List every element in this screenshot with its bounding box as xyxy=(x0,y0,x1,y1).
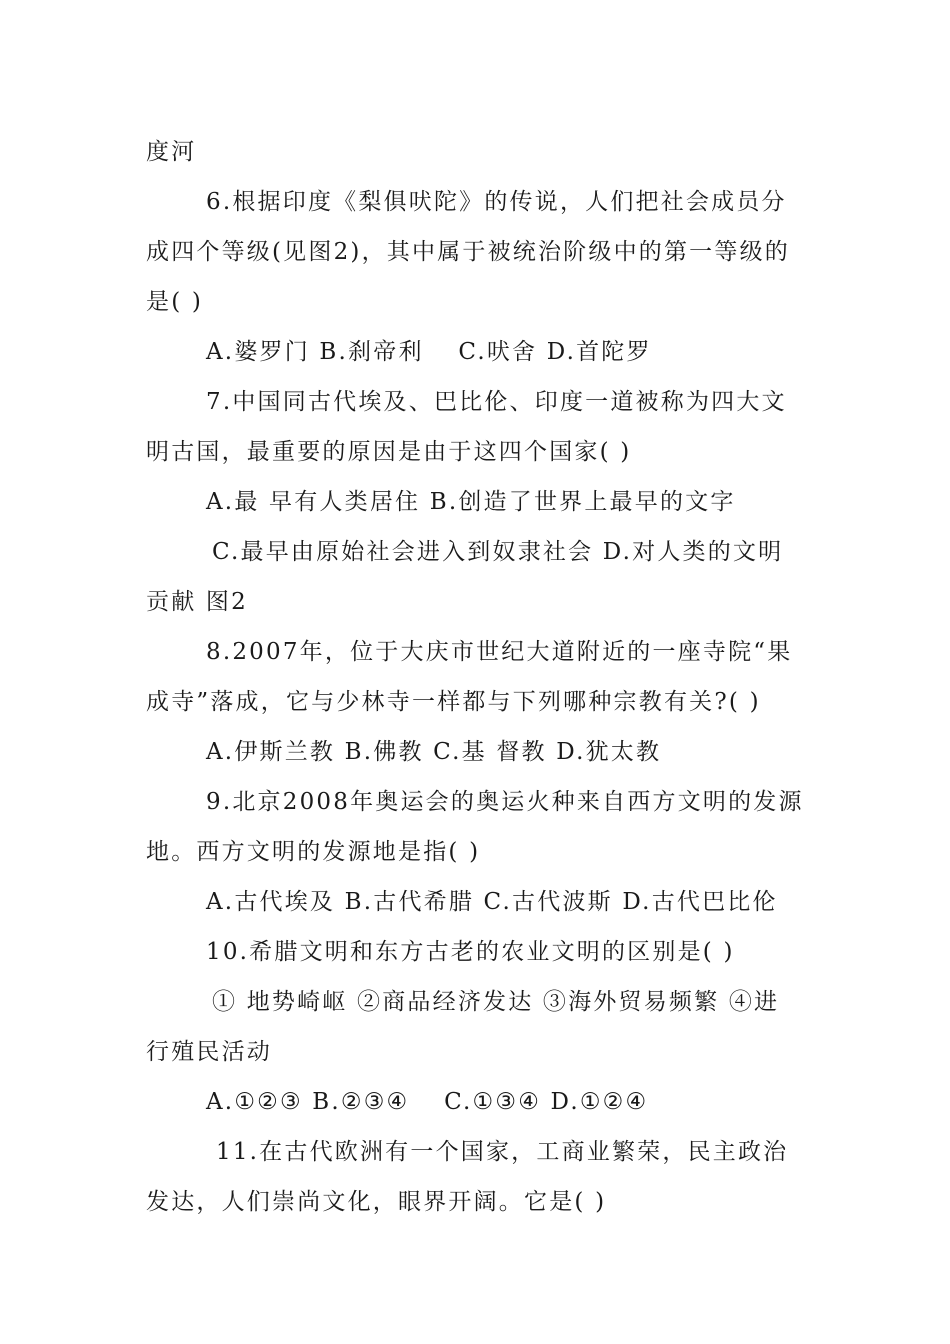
text-line: 成寺”落成，它与少林寺一样都与下列哪种宗教有关?( ) xyxy=(146,689,761,715)
text-line: 贡献 图2 xyxy=(146,589,248,615)
text-line: 行殖民活动 xyxy=(146,1039,272,1065)
question-7-options-ab: A.最 早有人类居住 B.创造了世界上最早的文字 xyxy=(206,489,736,515)
question-8-options: A.伊斯兰教 B.佛教 C.基 督教 D.犹太教 xyxy=(206,739,662,765)
question-8-stem: 8.2007年，位于大庆市世纪大道附近的一座寺院“果 xyxy=(206,639,793,665)
text-line: 发达，人们崇尚文化，眼界开阔。它是( ) xyxy=(146,1189,607,1215)
question-6-options: A.婆罗门 B.刹帝利 C.吠舍 D.首陀罗 xyxy=(206,339,652,365)
text-line: 是( ) xyxy=(146,289,204,315)
question-7-stem: 7.中国同古代埃及、巴比伦、印度一道被称为四大文 xyxy=(206,389,787,415)
text-line: 度河 xyxy=(146,139,197,165)
question-9-stem: 9.北京2008年奥运会的奥运火种来自西方文明的发源 xyxy=(206,789,804,815)
text-line: 地。西方文明的发源地是指( ) xyxy=(146,839,481,865)
question-6-stem: 6.根据印度《梨俱吠陀》的传说，人们把社会成员分 xyxy=(206,189,787,215)
question-11-stem: 11.在古代欧洲有一个国家，工商业繁荣，民主政治 xyxy=(216,1139,789,1165)
text-line: 明古国，最重要的原因是由于这四个国家( ) xyxy=(146,439,632,465)
question-10-options: A.①②③ B.②③④ C.①③④ D.①②④ xyxy=(206,1089,649,1115)
question-9-options: A.古代埃及 B.古代希腊 C.古代波斯 D.古代巴比伦 xyxy=(206,889,778,915)
question-10-statements: ① 地势崎岖 ②商品经济发达 ③海外贸易频繁 ④进 xyxy=(212,989,780,1015)
question-10-stem: 10.希腊文明和东方古老的农业文明的区别是( ) xyxy=(206,939,735,965)
text-line: 成四个等级(见图2)，其中属于被统治阶级中的第一等级的 xyxy=(146,239,790,265)
question-7-options-cd: C.最早由原始社会进入到奴隶社会 D.对人类的文明 xyxy=(212,539,784,565)
